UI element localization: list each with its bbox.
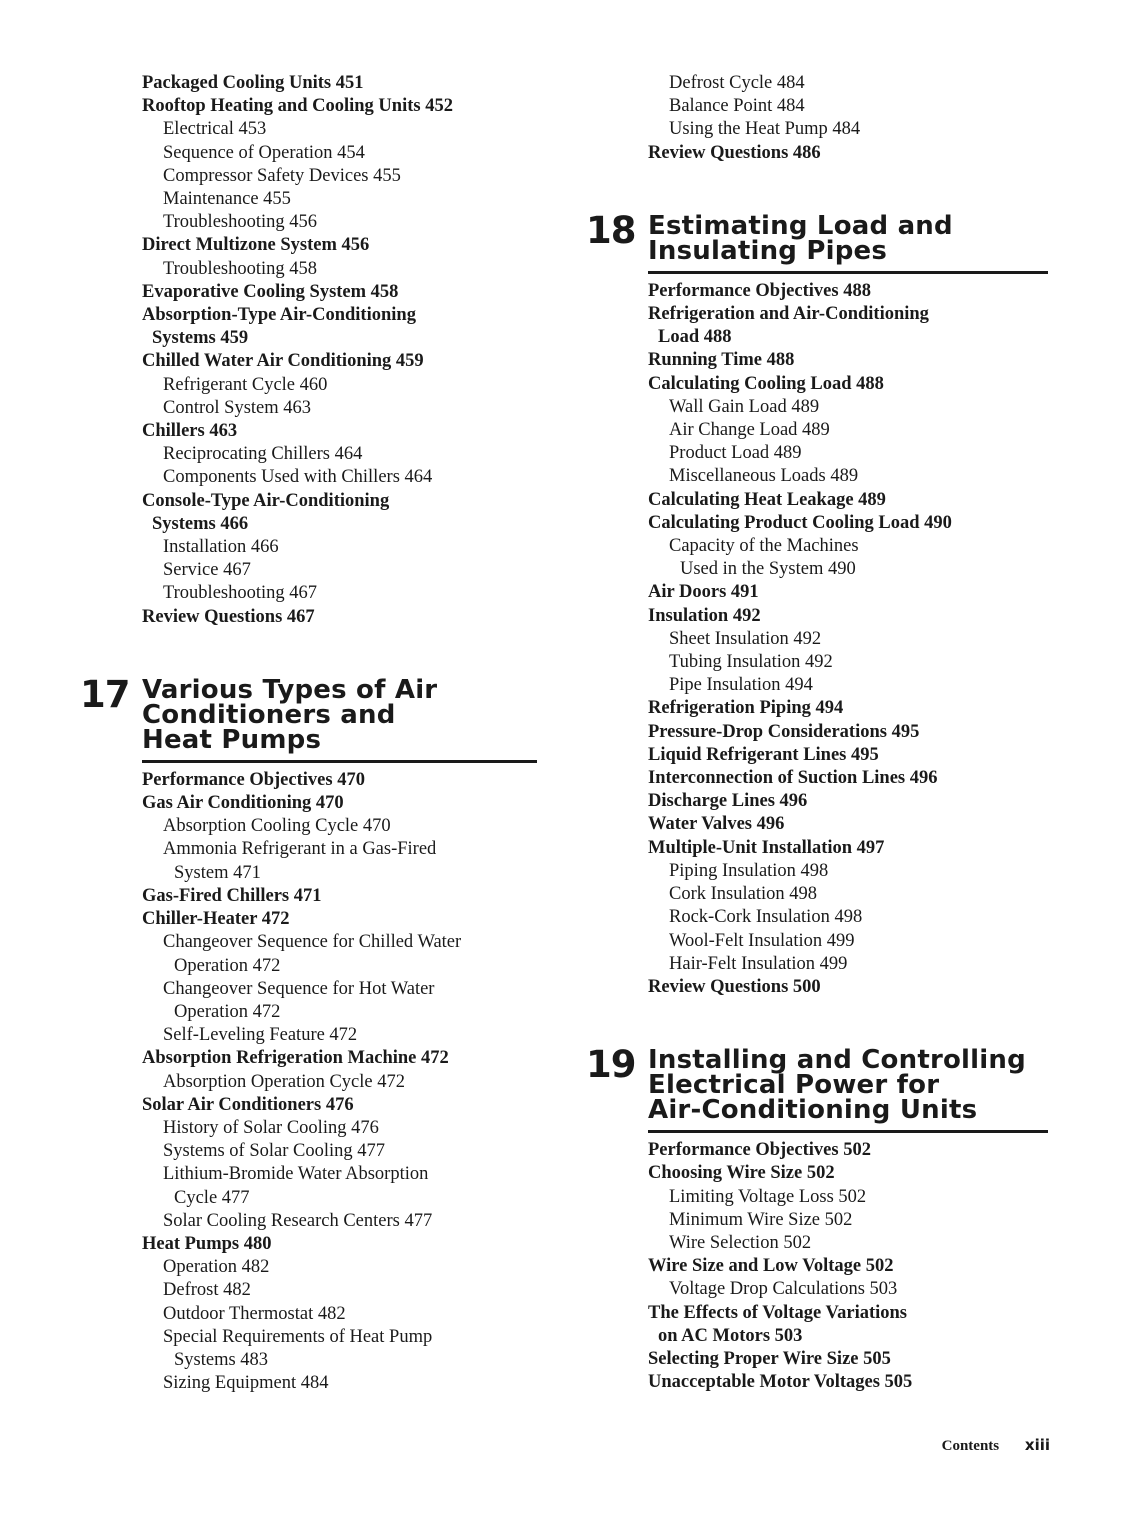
toc-entry-line: Review Questions 486 bbox=[648, 142, 821, 163]
toc-entry-line: Multiple-Unit Installation 497 bbox=[648, 837, 885, 858]
toc-subsection-entry bbox=[648, 1278, 1048, 1301]
toc-entry-line: Choosing Wire Size 502 bbox=[648, 1163, 835, 1184]
toc-entry-line: on AC Motors 503 bbox=[658, 1325, 803, 1346]
toc-subsection-entry bbox=[648, 419, 1048, 442]
toc-subsection-entry bbox=[142, 1279, 537, 1302]
toc-entry-line: Piping Insulation 498 bbox=[669, 860, 829, 881]
toc-section-entry bbox=[648, 744, 1048, 767]
toc-entry-line: Changeover Sequence for Hot Water bbox=[163, 978, 435, 999]
toc-section-entry bbox=[648, 837, 1048, 860]
toc-section-entry bbox=[648, 976, 1048, 999]
chapter-title-line: Various Types of Air bbox=[142, 674, 438, 705]
toc-entry-line: Review Questions 467 bbox=[142, 606, 315, 627]
toc-subsection-entry bbox=[142, 582, 537, 605]
chapter-title-line: Installing and Controlling bbox=[648, 1045, 1026, 1076]
toc-entry-line: Selecting Proper Wire Size 505 bbox=[648, 1348, 891, 1369]
toc-subsection-entry bbox=[142, 466, 537, 489]
toc-entry-line: Water Valves 496 bbox=[648, 814, 785, 835]
toc-entry-line: Evaporative Cooling System 458 bbox=[142, 281, 399, 302]
chapter-rule bbox=[648, 1130, 1048, 1133]
toc-section-entry bbox=[142, 95, 537, 118]
toc-subsection-entry bbox=[142, 443, 537, 466]
toc-section-entry bbox=[648, 605, 1048, 628]
toc-entry-line: Air Doors 491 bbox=[648, 582, 759, 603]
toc-section-entry bbox=[142, 606, 537, 629]
toc-section-entry bbox=[648, 697, 1048, 720]
toc-entry-line: Refrigeration Piping 494 bbox=[648, 698, 844, 719]
toc-entry-line: Absorption Refrigeration Machine 472 bbox=[142, 1048, 449, 1069]
toc-subsection-entry bbox=[142, 815, 537, 838]
toc-entry-line: Product Load 489 bbox=[669, 443, 802, 464]
toc-entry-line: Insulation 492 bbox=[648, 605, 761, 626]
toc-section-entry bbox=[142, 420, 537, 443]
toc-subsection-entry bbox=[142, 1210, 537, 1233]
toc-section-entry bbox=[142, 234, 537, 257]
chapter-title-line: Electrical Power for bbox=[648, 1070, 940, 1101]
chapter-rule bbox=[142, 760, 537, 763]
toc-subsection-entry bbox=[142, 118, 537, 141]
chapter-title-line: Conditioners and bbox=[142, 699, 396, 730]
toc-entry-line: Systems 459 bbox=[152, 328, 249, 349]
toc-entry-line: Systems 466 bbox=[152, 513, 249, 534]
toc-entry-line: Self-Leveling Feature 472 bbox=[163, 1025, 358, 1046]
chapter-title bbox=[142, 674, 537, 755]
toc-section-entry bbox=[648, 489, 1048, 512]
chapter-title-line: Heat Pumps bbox=[142, 724, 322, 755]
toc-entry-line: Compressor Safety Devices 455 bbox=[163, 165, 401, 186]
toc-entry-line: Absorption Cooling Cycle 470 bbox=[163, 816, 391, 837]
toc-entry-line: Performance Objectives 502 bbox=[648, 1140, 871, 1161]
toc-entry-line: Wool-Felt Insulation 499 bbox=[669, 930, 855, 951]
chapter-heading bbox=[586, 1043, 1048, 1133]
toc-entry-line: Systems 483 bbox=[174, 1349, 269, 1370]
toc-section-entry bbox=[142, 281, 537, 304]
toc-entry-line: Solar Cooling Research Centers 477 bbox=[163, 1210, 433, 1231]
toc-entry-line: Cycle 477 bbox=[174, 1187, 250, 1208]
toc-subsection-entry bbox=[648, 465, 1048, 488]
toc-section-entry bbox=[648, 303, 1048, 349]
toc-entry-line: Electrical 453 bbox=[163, 119, 267, 140]
toc-section-entry bbox=[142, 792, 537, 815]
toc-entry-line: Chilled Water Air Conditioning 459 bbox=[142, 351, 424, 372]
toc-subsection-entry bbox=[142, 188, 537, 211]
toc-entry-line: Used in the System 490 bbox=[680, 559, 856, 580]
toc-entry-line: Calculating Heat Leakage 489 bbox=[648, 489, 886, 510]
toc-section-entry bbox=[648, 1139, 1048, 1162]
toc-entry-line: Performance Objectives 488 bbox=[648, 280, 871, 301]
chapter-title-line: Air-Conditioning Units bbox=[648, 1095, 978, 1126]
toc-entry-line: Refrigeration and Air-Conditioning bbox=[648, 304, 929, 325]
toc-entry-line: Service 467 bbox=[163, 560, 251, 581]
toc-entry-line: Chillers 463 bbox=[142, 421, 238, 442]
chapter-title-line: Insulating Pipes bbox=[648, 235, 888, 266]
toc-entry-line: Review Questions 500 bbox=[648, 976, 821, 997]
toc-entry-line: Absorption-Type Air-Conditioning bbox=[142, 305, 416, 326]
toc-entry-line: Operation 482 bbox=[163, 1257, 270, 1278]
toc-entry-line: Calculating Product Cooling Load 490 bbox=[648, 512, 952, 533]
chapter-title bbox=[648, 210, 1048, 266]
toc-section-entry bbox=[142, 908, 537, 931]
toc-section-entry bbox=[648, 1348, 1048, 1371]
toc-entry-line: Components Used with Chillers 464 bbox=[163, 467, 433, 488]
toc-subsection-entry bbox=[142, 258, 537, 281]
toc-subsection-entry bbox=[142, 931, 537, 977]
toc-subsection-entry bbox=[142, 536, 537, 559]
toc-subsection-entry bbox=[142, 142, 537, 165]
toc-section-entry bbox=[142, 1094, 537, 1117]
toc-section-entry bbox=[648, 767, 1048, 790]
toc-entry-line: Solar Air Conditioners 476 bbox=[142, 1094, 354, 1115]
toc-subsection-entry bbox=[648, 1209, 1048, 1232]
toc-right-column bbox=[586, 72, 1048, 1394]
toc-section-entry bbox=[648, 280, 1048, 303]
toc-entry-line: Balance Point 484 bbox=[669, 96, 805, 117]
toc-entry-line: System 471 bbox=[174, 862, 261, 883]
toc-subsection-entry bbox=[648, 1186, 1048, 1209]
toc-section-entry bbox=[142, 1047, 537, 1070]
toc-section-entry bbox=[142, 885, 537, 908]
toc-subsection-entry bbox=[648, 883, 1048, 906]
toc-subsection-entry bbox=[142, 978, 537, 1024]
toc-subsection-entry bbox=[142, 1326, 537, 1372]
toc-subsection-entry bbox=[142, 1163, 537, 1209]
toc-subsection-entry bbox=[142, 1117, 537, 1140]
toc-entry-line: Heat Pumps 480 bbox=[142, 1233, 272, 1254]
toc-subsection-entry bbox=[142, 838, 537, 884]
toc-entry-line: Troubleshooting 456 bbox=[163, 212, 318, 233]
toc-entry-line: Performance Objectives 470 bbox=[142, 769, 365, 790]
toc-entry-line: Wire Selection 502 bbox=[669, 1232, 812, 1253]
toc-section-entry bbox=[648, 1371, 1048, 1394]
toc-entry-line: Console-Type Air-Conditioning bbox=[142, 490, 390, 511]
toc-subsection-entry bbox=[648, 906, 1048, 929]
toc-entry-line: Unacceptable Motor Voltages 505 bbox=[648, 1372, 913, 1393]
toc-section-entry bbox=[142, 350, 537, 373]
toc-entry-line: Miscellaneous Loads 489 bbox=[669, 466, 859, 487]
toc-entry-line: Defrost 482 bbox=[163, 1280, 251, 1301]
toc-entry-line: Ammonia Refrigerant in a Gas-Fired bbox=[163, 839, 437, 860]
chapter-number: 18 bbox=[586, 208, 636, 252]
toc-entry-line: Capacity of the Machines bbox=[669, 536, 859, 557]
toc-entry-line: Systems of Solar Cooling 477 bbox=[163, 1141, 386, 1162]
toc-subsection-entry bbox=[648, 95, 1048, 118]
toc-entry-line: Running Time 488 bbox=[648, 350, 795, 371]
toc-entry-line: Refrigerant Cycle 460 bbox=[163, 374, 328, 395]
toc-entry-line: Using the Heat Pump 484 bbox=[669, 119, 861, 140]
toc-entry-line: Packaged Cooling Units 451 bbox=[142, 73, 364, 93]
toc-entry-line: Installation 466 bbox=[163, 537, 279, 558]
toc-section-entry bbox=[648, 142, 1048, 165]
toc-section-entry bbox=[648, 349, 1048, 372]
toc-section-entry bbox=[142, 490, 537, 536]
toc-subsection-entry bbox=[142, 559, 537, 582]
toc-subsection-entry bbox=[648, 930, 1048, 953]
toc-entry-line: Liquid Refrigerant Lines 495 bbox=[648, 744, 879, 765]
toc-entry-line: Calculating Cooling Load 488 bbox=[648, 373, 884, 394]
toc-subsection-entry bbox=[648, 396, 1048, 419]
toc-entry-line: The Effects of Voltage Variations bbox=[648, 1302, 907, 1323]
toc-entry-line: Absorption Operation Cycle 472 bbox=[163, 1071, 405, 1092]
toc-subsection-entry bbox=[648, 628, 1048, 651]
toc-entry-line: Minimum Wire Size 502 bbox=[669, 1209, 853, 1230]
toc-subsection-entry bbox=[142, 374, 537, 397]
toc-entry-line: Sequence of Operation 454 bbox=[163, 142, 365, 163]
toc-section-entry bbox=[648, 1162, 1048, 1185]
chapter-title-line: Estimating Load and bbox=[648, 210, 953, 241]
toc-entry-line: Troubleshooting 458 bbox=[163, 258, 318, 279]
toc-entry-line: Hair-Felt Insulation 499 bbox=[669, 953, 848, 974]
toc-section-entry bbox=[142, 72, 537, 95]
toc-subsection-entry bbox=[142, 165, 537, 188]
toc-entry-line: Troubleshooting 467 bbox=[163, 583, 318, 604]
toc-subsection-entry bbox=[648, 442, 1048, 465]
toc-section-entry bbox=[142, 769, 537, 792]
toc-entry-line: Gas Air Conditioning 470 bbox=[142, 793, 344, 814]
toc-entry-line: Changeover Sequence for Chilled Water bbox=[163, 932, 462, 953]
toc-subsection-entry bbox=[648, 953, 1048, 976]
chapter-rule bbox=[648, 271, 1048, 274]
toc-entry-line: Control System 463 bbox=[163, 397, 312, 418]
toc-section-entry bbox=[648, 813, 1048, 836]
toc-entry-line: Voltage Drop Calculations 503 bbox=[669, 1279, 898, 1300]
toc-entry-line: Operation 472 bbox=[174, 1001, 281, 1022]
toc-subsection-entry bbox=[142, 1372, 537, 1395]
chapter-heading bbox=[80, 672, 537, 763]
toc-section-entry bbox=[648, 581, 1048, 604]
toc-subsection-entry bbox=[648, 72, 1048, 95]
toc-entry-line: Pipe Insulation 494 bbox=[669, 675, 813, 696]
toc-entry-line: Maintenance 455 bbox=[163, 189, 291, 210]
toc-section-entry bbox=[648, 790, 1048, 813]
toc-entry-line: Interconnection of Suction Lines 496 bbox=[648, 768, 938, 789]
toc-entry-line: Rooftop Heating and Cooling Units 452 bbox=[142, 96, 453, 117]
toc-entry-line: Special Requirements of Heat Pump bbox=[163, 1326, 433, 1347]
toc-entry-line: Chiller-Heater 472 bbox=[142, 909, 290, 930]
toc-entry-line: Wall Gain Load 489 bbox=[669, 396, 820, 417]
toc-subsection-entry bbox=[142, 397, 537, 420]
chapter-number: 17 bbox=[80, 672, 130, 716]
toc-subsection-entry bbox=[142, 1140, 537, 1163]
chapter-title bbox=[648, 1045, 1048, 1126]
chapter-number: 19 bbox=[586, 1043, 636, 1087]
toc-entry-line: Reciprocating Chillers 464 bbox=[163, 444, 363, 465]
toc-subsection-entry bbox=[648, 674, 1048, 697]
toc-section-entry bbox=[648, 1255, 1048, 1278]
chapter-heading bbox=[586, 208, 1048, 274]
toc-entry-line: Operation 472 bbox=[174, 955, 281, 976]
page-footer bbox=[880, 1436, 1050, 1455]
toc-entry-line: Air Change Load 489 bbox=[669, 420, 830, 441]
toc-entry-line: Lithium-Bromide Water Absorption bbox=[163, 1164, 429, 1185]
toc-subsection-entry bbox=[142, 1024, 537, 1047]
toc-entry-line: Sheet Insulation 492 bbox=[669, 628, 822, 649]
toc-subsection-entry bbox=[142, 211, 537, 234]
toc-subsection-entry bbox=[648, 535, 1048, 581]
toc-entry-line: Defrost Cycle 484 bbox=[669, 73, 805, 93]
toc-section-entry bbox=[142, 1233, 537, 1256]
toc-entry-line: Limiting Voltage Loss 502 bbox=[669, 1186, 867, 1207]
toc-subsection-entry bbox=[648, 860, 1048, 883]
toc-subsection-entry bbox=[648, 651, 1048, 674]
toc-section-entry bbox=[648, 373, 1048, 396]
page-number: xiii bbox=[1024, 1436, 1050, 1454]
toc-entry-line: Sizing Equipment 484 bbox=[163, 1373, 329, 1394]
toc-subsection-entry bbox=[142, 1256, 537, 1279]
toc-entry-line: Cork Insulation 498 bbox=[669, 884, 817, 905]
toc-left-column bbox=[80, 72, 537, 1395]
footer-label: Contents bbox=[941, 1438, 1000, 1454]
toc-section-entry bbox=[648, 512, 1048, 535]
toc-subsection-entry bbox=[648, 118, 1048, 141]
toc-entry-line: History of Solar Cooling 476 bbox=[163, 1117, 379, 1138]
toc-section-entry bbox=[648, 1302, 1048, 1348]
toc-entry-line: Wire Size and Low Voltage 502 bbox=[648, 1256, 894, 1277]
toc-subsection-entry bbox=[142, 1071, 537, 1094]
toc-subsection-entry bbox=[142, 1303, 537, 1326]
toc-entry-line: Rock-Cork Insulation 498 bbox=[669, 907, 863, 928]
toc-section-entry bbox=[142, 304, 537, 350]
toc-entry-line: Outdoor Thermostat 482 bbox=[163, 1303, 346, 1324]
toc-entry-line: Gas-Fired Chillers 471 bbox=[142, 885, 322, 906]
toc-entry-line: Direct Multizone System 456 bbox=[142, 235, 370, 256]
toc-entry-line: Tubing Insulation 492 bbox=[669, 652, 833, 673]
toc-entry-line: Pressure-Drop Considerations 495 bbox=[648, 721, 920, 742]
toc-entry-line: Discharge Lines 496 bbox=[648, 791, 808, 812]
toc-section-entry bbox=[648, 721, 1048, 744]
toc-entry-line: Load 488 bbox=[658, 327, 732, 348]
toc-subsection-entry bbox=[648, 1232, 1048, 1255]
